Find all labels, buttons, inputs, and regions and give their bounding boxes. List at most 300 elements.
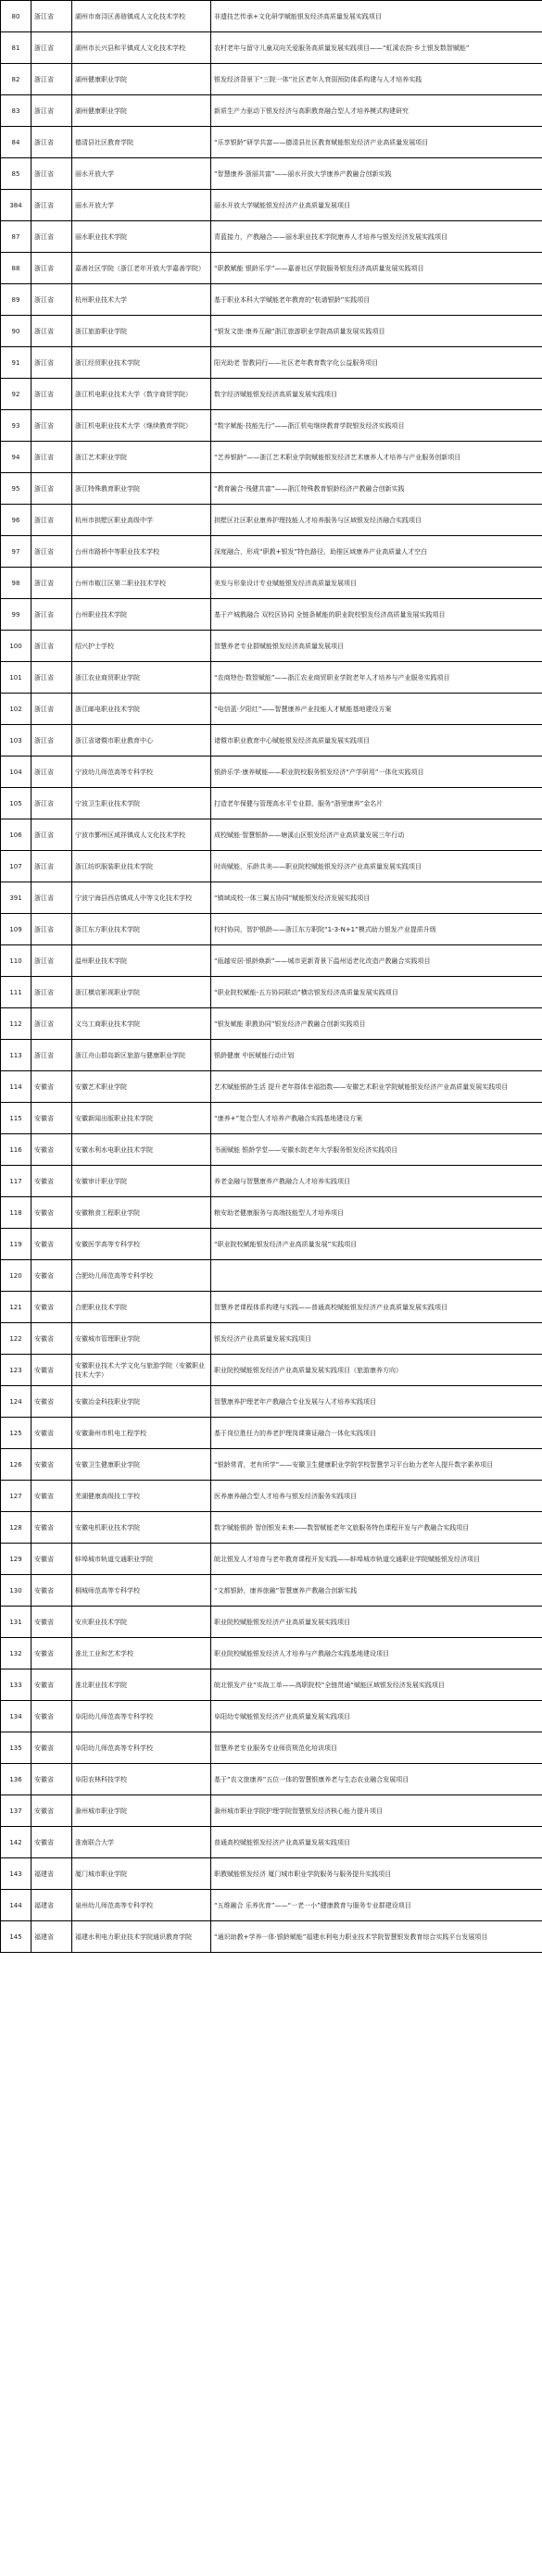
row-number: 120 bbox=[1, 1260, 32, 1292]
province-cell: 安徽省 bbox=[32, 1827, 72, 1858]
table-row bbox=[1, 1071, 542, 1103]
table-row bbox=[1, 788, 542, 819]
school-name-cell: 安徽艺术职业学院 bbox=[72, 1071, 211, 1103]
province-cell: 安徽省 bbox=[32, 1418, 72, 1449]
table-row bbox=[1, 1544, 542, 1575]
table-row bbox=[1, 1795, 542, 1827]
province-cell: 浙江省 bbox=[32, 221, 72, 253]
school-name-cell: 安庆职业技术学院 bbox=[72, 1607, 211, 1638]
row-number: 124 bbox=[1, 1386, 32, 1418]
province-cell: 浙江省 bbox=[32, 882, 72, 914]
row-number: 102 bbox=[1, 694, 32, 725]
row-number: 90 bbox=[1, 316, 32, 347]
table-row bbox=[1, 190, 542, 221]
row-number: 92 bbox=[1, 379, 32, 410]
project-name-cell: “乐享银龄”研学共富——德清县社区教育赋能银发经济产业高质量发展项目 bbox=[211, 127, 542, 158]
project-name-cell: “康养+”复合型人才培养产教融合实践基地建设方案 bbox=[211, 1103, 542, 1134]
table-row bbox=[1, 977, 542, 1008]
project-name-cell: 基于产城教融合 双校区协同 全链条赋能的职业院校银发经济高质量发展实践项目 bbox=[211, 599, 542, 631]
province-cell: 浙江省 bbox=[32, 284, 72, 316]
school-name-cell: 杭州职业技术大学 bbox=[72, 284, 211, 316]
project-name-cell: 智慧养老课程体系构建与实践——普通高校赋能银发经济产业高质量发展实践项目 bbox=[211, 1292, 542, 1323]
school-name-cell: 安徽水利水电职业技术学院 bbox=[72, 1134, 211, 1166]
row-number: 119 bbox=[1, 1229, 32, 1260]
row-number: 97 bbox=[1, 536, 32, 568]
project-name-cell bbox=[211, 1260, 542, 1292]
province-cell: 浙江省 bbox=[32, 473, 72, 505]
row-number: 99 bbox=[1, 599, 32, 631]
province-cell: 安徽省 bbox=[32, 1103, 72, 1134]
table-row bbox=[1, 1701, 542, 1732]
province-cell: 浙江省 bbox=[32, 1008, 72, 1040]
school-name-cell: 浙江东方职业技术学院 bbox=[72, 914, 211, 945]
row-number: 101 bbox=[1, 662, 32, 694]
province-cell: 安徽省 bbox=[32, 1229, 72, 1260]
table-row bbox=[1, 95, 542, 127]
school-name-cell: 安徽城市管理职业学院 bbox=[72, 1323, 211, 1355]
row-number: 122 bbox=[1, 1323, 32, 1355]
project-name-cell: 时尚赋能，乐龄共美——职业院校赋能银发经济产业高质量发展实践项目 bbox=[211, 851, 542, 882]
school-name-cell: 桐城师范高等专科学校 bbox=[72, 1575, 211, 1607]
project-name-cell: 养老金融与智慧康养产教融合人才培养实践项目 bbox=[211, 1166, 542, 1197]
table-row bbox=[1, 1103, 542, 1134]
table-row bbox=[1, 127, 542, 158]
province-cell: 浙江省 bbox=[32, 819, 72, 851]
table-row bbox=[1, 347, 542, 379]
province-cell: 浙江省 bbox=[32, 536, 72, 568]
school-name-cell: 厦门城市职业学院 bbox=[72, 1858, 211, 1890]
school-name-cell: 台州职业技术学院 bbox=[72, 599, 211, 631]
row-number: 135 bbox=[1, 1732, 32, 1764]
school-name-cell: 丽水开放大学 bbox=[72, 158, 211, 190]
project-name-cell: “教育融合·残健共富”——浙江特殊教育银龄经济产教融合创新实践 bbox=[211, 473, 542, 505]
province-cell: 浙江省 bbox=[32, 977, 72, 1008]
project-name-cell: 银发经济产业高质量发展实践项目 bbox=[211, 1323, 542, 1355]
row-number: 94 bbox=[1, 442, 32, 473]
row-number: 83 bbox=[1, 95, 32, 127]
project-name-cell: 丽水开放大学赋能银发经济产业高质量发展项目 bbox=[211, 190, 542, 221]
row-number: 126 bbox=[1, 1449, 32, 1481]
row-number: 106 bbox=[1, 819, 32, 851]
project-name-cell: 书画赋能 银龄学堂——安徽水院老年大学服务银发经济实践项目 bbox=[211, 1134, 542, 1166]
school-name-cell: 湖州健康职业学院 bbox=[72, 95, 211, 127]
school-name-cell: 阜阳幼儿师范高等专科学校 bbox=[72, 1732, 211, 1764]
project-name-cell: “文都银龄，康养旅融”智慧康养产教融合创新实践 bbox=[211, 1575, 542, 1607]
province-cell: 浙江省 bbox=[32, 505, 72, 536]
row-number: 127 bbox=[1, 1481, 32, 1512]
province-cell: 安徽省 bbox=[32, 1323, 72, 1355]
project-name-cell: “通识助教+学养一体·银龄赋能”福建水利电力职业技术学院智慧银发教育综合实践平台发展项目 bbox=[211, 1921, 542, 1953]
school-name-cell: 湖州市长兴县和平镇成人文化技术学校 bbox=[72, 32, 211, 64]
table-row bbox=[1, 819, 542, 851]
row-number: 145 bbox=[1, 1921, 32, 1953]
project-name-cell: 校村协同，智护银龄——浙江东方职院“1-3-N+1”模式助力银发产业提质升级 bbox=[211, 914, 542, 945]
table-row bbox=[1, 568, 542, 599]
project-name-cell: 非遗技艺传承+文化研学赋能银发经济高质量发展实践项目 bbox=[211, 1, 542, 32]
province-cell: 福建省 bbox=[32, 1890, 72, 1921]
row-number: 96 bbox=[1, 505, 32, 536]
table-row bbox=[1, 1134, 542, 1166]
table-row bbox=[1, 284, 542, 316]
province-cell: 浙江省 bbox=[32, 316, 72, 347]
school-name-cell: 合肥幼儿师范高等专科学校 bbox=[72, 1260, 211, 1292]
school-name-cell: 福建水利电力职业技术学院通识教育学院 bbox=[72, 1921, 211, 1953]
table-row bbox=[1, 1040, 542, 1071]
row-number: 98 bbox=[1, 568, 32, 599]
row-number: 137 bbox=[1, 1795, 32, 1827]
province-cell: 浙江省 bbox=[32, 442, 72, 473]
row-number: 84 bbox=[1, 127, 32, 158]
province-cell: 安徽省 bbox=[32, 1134, 72, 1166]
province-cell: 安徽省 bbox=[32, 1544, 72, 1575]
table-row bbox=[1, 221, 542, 253]
school-name-cell: 义乌工商职业技术学院 bbox=[72, 1008, 211, 1040]
table-row bbox=[1, 1229, 542, 1260]
table-row bbox=[1, 1921, 542, 1953]
row-number: 111 bbox=[1, 977, 32, 1008]
row-number: 142 bbox=[1, 1827, 32, 1858]
project-name-cell: 银发经济背景下“三院一体”社区老年人衰弱预防体系构建与人才培养实践 bbox=[211, 64, 542, 95]
row-number: 85 bbox=[1, 158, 32, 190]
project-name-cell: 职业院校赋能银发经济人才培养与产教融合实践基地建设项目 bbox=[211, 1638, 542, 1669]
school-name-cell: 浙江特殊教育职业学院 bbox=[72, 473, 211, 505]
table-row bbox=[1, 473, 542, 505]
table-row bbox=[1, 536, 542, 568]
table-row bbox=[1, 1890, 542, 1921]
school-name-cell: 泉州幼儿师范高等专科学校 bbox=[72, 1890, 211, 1921]
school-name-cell: 温州职业技术学院 bbox=[72, 945, 211, 977]
table-row bbox=[1, 1, 542, 32]
table-row bbox=[1, 1323, 542, 1355]
province-cell: 浙江省 bbox=[32, 694, 72, 725]
table-row bbox=[1, 410, 542, 442]
school-name-cell: 安徽滁州市机电工程学校 bbox=[72, 1418, 211, 1449]
project-name-cell: 艺术赋能银龄生活 提升老年群体幸福指数——安徽艺术职业学院赋能银发经济产业高质量发展实践项目 bbox=[211, 1071, 542, 1103]
province-cell: 浙江省 bbox=[32, 1, 72, 32]
row-number: 128 bbox=[1, 1512, 32, 1544]
project-name-cell: 深度融合，形成“职教+银发”特色路径，助推区域康养产业高质量人才空白 bbox=[211, 536, 542, 568]
project-name-cell: “职业院校赋能-五方协同联动”横店银发经济高质量发展实践项目 bbox=[211, 977, 542, 1008]
school-name-cell: 台州市路桥中等职业技术学校 bbox=[72, 536, 211, 568]
table-row bbox=[1, 32, 542, 64]
table-row bbox=[1, 1292, 542, 1323]
school-name-cell: 丽水开放大学 bbox=[72, 190, 211, 221]
project-name-cell: “银发文旅·康养互融”浙江旅游职业学院高质量发展实践项目 bbox=[211, 316, 542, 347]
row-number: 118 bbox=[1, 1197, 32, 1229]
province-cell: 安徽省 bbox=[32, 1764, 72, 1795]
row-number: 105 bbox=[1, 788, 32, 819]
row-number: 115 bbox=[1, 1103, 32, 1134]
project-name-cell: “银发赋能 职教协同”银发经济产教融合创新实践项目 bbox=[211, 1008, 542, 1040]
table-row bbox=[1, 1827, 542, 1858]
row-number: 144 bbox=[1, 1890, 32, 1921]
table-row bbox=[1, 1669, 542, 1701]
table-row bbox=[1, 1386, 542, 1418]
project-name-cell: “艺养银龄”——浙江艺术职业学院赋能银发经济艺术康养人才培养与产业服务创新项目 bbox=[211, 442, 542, 473]
school-name-cell: 浙江艺术职业学院 bbox=[72, 442, 211, 473]
project-name-cell: 医养康养融合型人才培养与银发经济服务实践项目 bbox=[211, 1481, 542, 1512]
province-cell: 浙江省 bbox=[32, 914, 72, 945]
school-name-cell: 安徽审计职业学院 bbox=[72, 1166, 211, 1197]
project-name-cell: 基于岗位胜任力的养老护理岗课赛证融合一体化实践项目 bbox=[211, 1418, 542, 1449]
table-row bbox=[1, 1008, 542, 1040]
school-name-cell: 浙江纺织服装职业技术学院 bbox=[72, 851, 211, 882]
row-number: 133 bbox=[1, 1669, 32, 1701]
table-row bbox=[1, 64, 542, 95]
project-name-cell: 皖北银发人才培育与老年教育课程开发实践——蚌埠城市轨道交通职业学院赋能银发经济项目 bbox=[211, 1544, 542, 1575]
province-cell: 安徽省 bbox=[32, 1166, 72, 1197]
school-name-cell: 宁波幼儿师范高等专科学校 bbox=[72, 757, 211, 788]
table-row bbox=[1, 1638, 542, 1669]
project-name-cell: 普通高校赋能银发经济产业高质量发展实践项目 bbox=[211, 1827, 542, 1858]
table-row bbox=[1, 442, 542, 473]
school-name-cell: 浙江机电职业技术大学（数字商贸学院） bbox=[72, 379, 211, 410]
table-row bbox=[1, 1355, 542, 1386]
project-name-cell: 基于职业本科大学赋能老年教育的“杭谱银龄”实践项目 bbox=[211, 284, 542, 316]
row-number: 100 bbox=[1, 631, 32, 662]
province-cell: 浙江省 bbox=[32, 851, 72, 882]
province-cell: 安徽省 bbox=[32, 1669, 72, 1701]
row-number: 143 bbox=[1, 1858, 32, 1890]
table-row bbox=[1, 158, 542, 190]
row-number: 87 bbox=[1, 221, 32, 253]
row-number: 109 bbox=[1, 914, 32, 945]
project-name-cell: 青蓝接力，产教融合——丽水职业技术学院康养人才培养与银发经济发展实践项目 bbox=[211, 221, 542, 253]
table-row bbox=[1, 599, 542, 631]
project-name-cell: 粮安助老健康服务与高端技能型人才培养项目 bbox=[211, 1197, 542, 1229]
province-cell: 福建省 bbox=[32, 1921, 72, 1953]
table-row bbox=[1, 1607, 542, 1638]
row-number: 89 bbox=[1, 284, 32, 316]
project-name-cell: 职教赋能银发经济 厦门城市职业学院服务与服务提升实践项目 bbox=[211, 1858, 542, 1890]
project-name-cell: 农村老年与留守儿童双向关爱服务高质量发展实践项目——“虹溪农韵·乡土银发数智赋能” bbox=[211, 32, 542, 64]
project-name-cell: 阳光助老 智教同行——社区老年教育数字化公益服务项目 bbox=[211, 347, 542, 379]
province-cell: 浙江省 bbox=[32, 599, 72, 631]
table-row bbox=[1, 1418, 542, 1449]
province-cell: 安徽省 bbox=[32, 1512, 72, 1544]
school-name-cell: 德清县社区教育学院 bbox=[72, 127, 211, 158]
school-name-cell: 蚌埠城市轨道交通职业学院 bbox=[72, 1544, 211, 1575]
school-name-cell: 淮南联合大学 bbox=[72, 1827, 211, 1858]
province-cell: 浙江省 bbox=[32, 32, 72, 64]
row-number: 132 bbox=[1, 1638, 32, 1669]
project-name-cell: 银龄乐学·康养赋能——职业院校服务银发经济“产学研用”一体化实践项目 bbox=[211, 757, 542, 788]
school-name-cell: 安徽卫生健康职业学院 bbox=[72, 1449, 211, 1481]
row-number: 125 bbox=[1, 1418, 32, 1449]
row-number: 113 bbox=[1, 1040, 32, 1071]
table-row bbox=[1, 662, 542, 694]
row-number: 130 bbox=[1, 1575, 32, 1607]
province-cell: 浙江省 bbox=[32, 568, 72, 599]
province-cell: 安徽省 bbox=[32, 1071, 72, 1103]
row-number: 129 bbox=[1, 1544, 32, 1575]
province-cell: 安徽省 bbox=[32, 1638, 72, 1669]
school-name-cell: 安徽医学高等专科学校 bbox=[72, 1229, 211, 1260]
table-row bbox=[1, 1732, 542, 1764]
project-name-cell: 智慧康养护理老年产教融合专业发展与人才培养实践项目 bbox=[211, 1386, 542, 1418]
school-name-cell: 宁波卫生职业技术学院 bbox=[72, 788, 211, 819]
province-cell: 安徽省 bbox=[32, 1449, 72, 1481]
project-name-cell: 阜阳幼专赋能银发经济产业高质量发展实践项目 bbox=[211, 1701, 542, 1732]
table-row bbox=[1, 757, 542, 788]
school-name-cell: 合肥职业技术学院 bbox=[72, 1292, 211, 1323]
province-cell: 安徽省 bbox=[32, 1292, 72, 1323]
province-cell: 安徽省 bbox=[32, 1575, 72, 1607]
school-name-cell: 浙江经贸职业技术学院 bbox=[72, 347, 211, 379]
province-cell: 浙江省 bbox=[32, 158, 72, 190]
table-row bbox=[1, 316, 542, 347]
province-cell: 安徽省 bbox=[32, 1701, 72, 1732]
table-row bbox=[1, 1481, 542, 1512]
school-name-cell: 宁波宁海县西店镇成人中等文化技术学校 bbox=[72, 882, 211, 914]
school-name-cell: 丽水职业技术学院 bbox=[72, 221, 211, 253]
row-number: 116 bbox=[1, 1134, 32, 1166]
table-row bbox=[1, 253, 542, 284]
row-number: 88 bbox=[1, 253, 32, 284]
school-name-cell: 台州市椒江区第二职业技术学校 bbox=[72, 568, 211, 599]
table-row bbox=[1, 851, 542, 882]
province-cell: 安徽省 bbox=[32, 1386, 72, 1418]
project-name-cell: 智慧养老专业服务专业师资规范化培训项目 bbox=[211, 1732, 542, 1764]
province-cell: 浙江省 bbox=[32, 788, 72, 819]
table-row bbox=[1, 505, 542, 536]
project-name-cell: 打造老年保健与管理高水平专业群，服务“浙里康养”金名片 bbox=[211, 788, 542, 819]
row-number: 103 bbox=[1, 725, 32, 757]
project-name-cell: “职业院校赋能银发经济产业高质量发展”实践项目 bbox=[211, 1229, 542, 1260]
school-name-cell: 安徽电机职业技术学院 bbox=[72, 1512, 211, 1544]
row-number: 391 bbox=[1, 882, 32, 914]
school-name-cell: 滁州城市职业学院 bbox=[72, 1795, 211, 1827]
province-cell: 浙江省 bbox=[32, 64, 72, 95]
school-name-cell: 嘉善社区学院（浙江老年开放大学嘉善学院） bbox=[72, 253, 211, 284]
school-name-cell: 湖州市南浔区善琏镇成人文化技术学校 bbox=[72, 1, 211, 32]
table-row bbox=[1, 945, 542, 977]
table-row bbox=[1, 631, 542, 662]
row-number: 91 bbox=[1, 347, 32, 379]
province-cell: 浙江省 bbox=[32, 410, 72, 442]
project-name-cell: 新质生产力驱动下银发经济与高职教育融合型人才培养模式构建研究 bbox=[211, 95, 542, 127]
table-row bbox=[1, 1260, 542, 1292]
table-row bbox=[1, 725, 542, 757]
row-number: 104 bbox=[1, 757, 32, 788]
project-name-cell: 拱墅区社区职业康养护理技能人才培养服务与区域银发经济融合实践项目 bbox=[211, 505, 542, 536]
province-cell: 浙江省 bbox=[32, 253, 72, 284]
school-name-cell: 阜阳幼儿师范高等专科学校 bbox=[72, 1701, 211, 1732]
school-name-cell: 阜阳农林科技学校 bbox=[72, 1764, 211, 1795]
province-cell: 浙江省 bbox=[32, 662, 72, 694]
school-name-cell: 芜湖健康高级技工学校 bbox=[72, 1481, 211, 1512]
row-number: 117 bbox=[1, 1166, 32, 1197]
project-name-cell: “镇域成校一体三翼五协同”赋能银发经济发展实践项目 bbox=[211, 882, 542, 914]
school-name-cell: 浙江横店影视职业学院 bbox=[72, 977, 211, 1008]
table-row bbox=[1, 1764, 542, 1795]
school-name-cell: 安徽新闻出版职业技术学院 bbox=[72, 1103, 211, 1134]
project-name-cell: 基于“农文旅康养”五位一体的智慧银康养老与生态农业融合发展项目 bbox=[211, 1764, 542, 1795]
project-name-cell: 诸暨市职业教育中心赋能银发经济高质量发展实践项目 bbox=[211, 725, 542, 757]
project-name-cell: “瓯越安居·银龄焕新”——城市更新背景下温州适老化改造产教融合实践项目 bbox=[211, 945, 542, 977]
province-cell: 浙江省 bbox=[32, 379, 72, 410]
table-row bbox=[1, 914, 542, 945]
project-name-cell: 银龄健康 中医赋能行动计划 bbox=[211, 1040, 542, 1071]
project-name-cell: “农商特色·数智赋能”——浙江农业商贸职业学院老年人才培养与产业服务实践项目 bbox=[211, 662, 542, 694]
project-name-cell: “数字赋能·技能先行”——浙江机电继续教育学院银发经济实践项目 bbox=[211, 410, 542, 442]
table-row bbox=[1, 882, 542, 914]
school-name-cell: 绍兴护士学校 bbox=[72, 631, 211, 662]
table-body bbox=[1, 1, 542, 1953]
row-number: 114 bbox=[1, 1071, 32, 1103]
project-name-cell: 美发与形象设计专业赋能银发经济高质量发展项目 bbox=[211, 568, 542, 599]
row-number: 123 bbox=[1, 1355, 32, 1386]
school-name-cell: 浙江舟山群岛新区旅游与健康职业学院 bbox=[72, 1040, 211, 1071]
school-name-cell: 安徽粮食工程职业学院 bbox=[72, 1197, 211, 1229]
province-cell: 浙江省 bbox=[32, 725, 72, 757]
school-name-cell: 淮北职业技术学院 bbox=[72, 1669, 211, 1701]
school-name-cell: 浙江机电职业技术大学（继续教育学院） bbox=[72, 410, 211, 442]
table-row bbox=[1, 1858, 542, 1890]
table-row bbox=[1, 1197, 542, 1229]
province-cell: 浙江省 bbox=[32, 95, 72, 127]
project-name-cell: 成校赋能·智慧银龄——塘溪山区银发经济产业高质量发展三年行动 bbox=[211, 819, 542, 851]
province-cell: 浙江省 bbox=[32, 631, 72, 662]
province-cell: 安徽省 bbox=[32, 1795, 72, 1827]
province-cell: 安徽省 bbox=[32, 1260, 72, 1292]
project-name-cell: “五维融合 乐养优育”——“一老一小”健康教育与服务专业群建设项目 bbox=[211, 1890, 542, 1921]
province-cell: 安徽省 bbox=[32, 1197, 72, 1229]
province-cell: 浙江省 bbox=[32, 127, 72, 158]
project-name-cell: 智慧养老专业群赋能银发经济高质量发展项目 bbox=[211, 631, 542, 662]
province-cell: 浙江省 bbox=[32, 945, 72, 977]
row-number: 112 bbox=[1, 1008, 32, 1040]
row-number: 121 bbox=[1, 1292, 32, 1323]
province-cell: 浙江省 bbox=[32, 1040, 72, 1071]
project-name-cell: 皖北银发产业“实战工单——高职院校”全链贯通“赋能区域银发经济发展实践项目 bbox=[211, 1669, 542, 1701]
province-cell: 安徽省 bbox=[32, 1607, 72, 1638]
school-name-cell: 安徽职业技术大学文化与旅游学院（安徽职业技术大学） bbox=[72, 1355, 211, 1386]
table-row bbox=[1, 1166, 542, 1197]
province-cell: 安徽省 bbox=[32, 1355, 72, 1386]
project-name-cell: 职业院校赋能银发经济产业高质量发展实践项目 bbox=[211, 1607, 542, 1638]
project-name-cell: “电信蓝·夕阳红”——智慧康养产业技能人才赋能基地建设方案 bbox=[211, 694, 542, 725]
row-number: 82 bbox=[1, 64, 32, 95]
school-name-cell: 淮北工业和艺术学校 bbox=[72, 1638, 211, 1669]
school-name-cell: 湖州健康职业学院 bbox=[72, 64, 211, 95]
table-row bbox=[1, 694, 542, 725]
project-name-cell: “职教赋能 银龄乐学”——嘉善社区学院服务银发经济高质量发展实践项目 bbox=[211, 253, 542, 284]
row-number: 134 bbox=[1, 1701, 32, 1732]
row-number: 136 bbox=[1, 1764, 32, 1795]
project-name-cell: 数字经济赋能银发经济高质量发展实践项目 bbox=[211, 379, 542, 410]
school-name-cell: 浙江农业商贸职业学院 bbox=[72, 662, 211, 694]
row-number: 80 bbox=[1, 1, 32, 32]
row-number: 131 bbox=[1, 1607, 32, 1638]
project-name-cell: 数字赋能银龄 智创银发未来——数智赋能老年文旅服务特色课程开发与产教融合实践项目 bbox=[211, 1512, 542, 1544]
row-number: 384 bbox=[1, 190, 32, 221]
school-name-cell: 安徽冶金科技职业学院 bbox=[72, 1386, 211, 1418]
row-number: 81 bbox=[1, 32, 32, 64]
table-row bbox=[1, 1575, 542, 1607]
project-name-cell: 职业院校赋能银发经济产业高质量发展实践项目（旅游康养方向） bbox=[211, 1355, 542, 1386]
school-name-cell: 杭州市拱墅区职业高级中学 bbox=[72, 505, 211, 536]
row-number: 107 bbox=[1, 851, 32, 882]
province-cell: 浙江省 bbox=[32, 347, 72, 379]
school-name-cell: 浙江省诸暨市职业教育中心 bbox=[72, 725, 211, 757]
project-name-cell: “智慧康养·浙丽共富”——丽水开放大学康养产教融合创新实践 bbox=[211, 158, 542, 190]
table-row bbox=[1, 379, 542, 410]
province-cell: 浙江省 bbox=[32, 190, 72, 221]
table-row bbox=[1, 1449, 542, 1481]
row-number: 95 bbox=[1, 473, 32, 505]
school-name-cell: 浙江邮电职业技术学院 bbox=[72, 694, 211, 725]
